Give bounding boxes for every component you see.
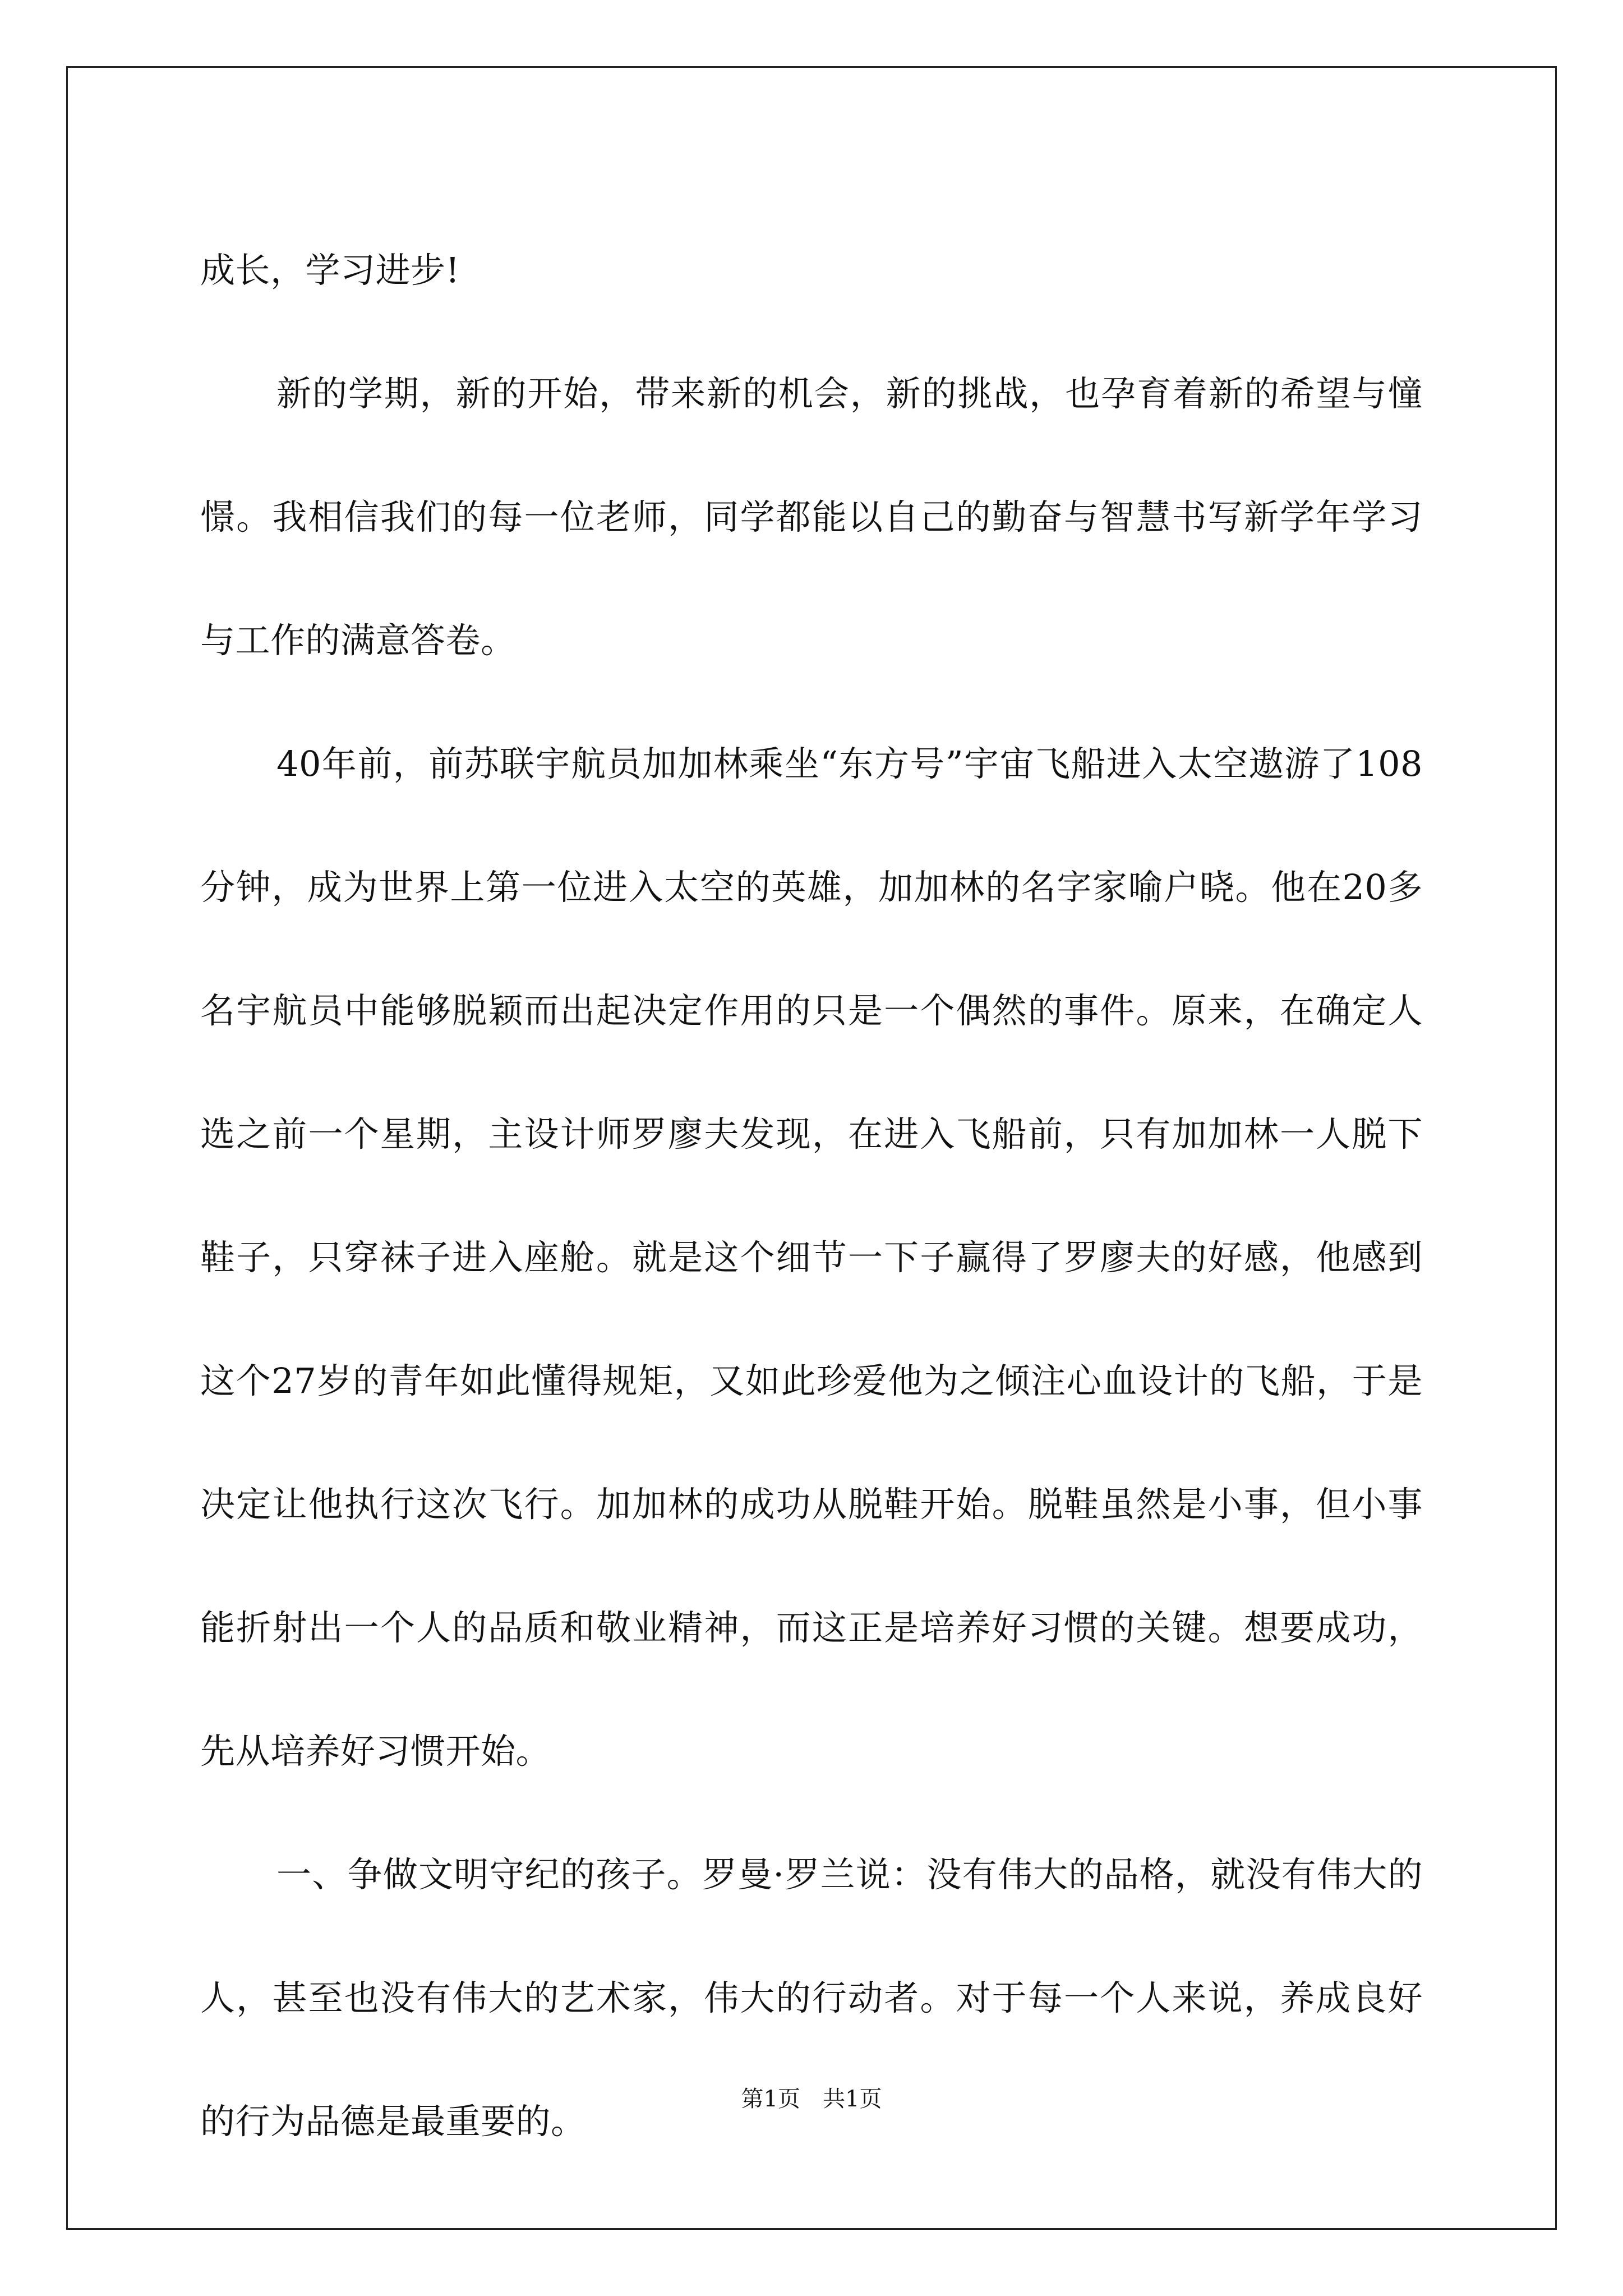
paragraph-new-semester: 新的学期，新的开始，带来新的机会，新的挑战，也孕育着新的希望与憧憬。我相信我们的每一位老师，同学都能以自己的勤奋与智慧书写新学年学习与工作的满意答卷。 — [200, 373, 1423, 661]
paragraph-gagarin-story: 40年前，前苏联宇航员加加林乘坐“东方号”宇宙飞船进入太空遨游了108分钟，成为世界上第一位进入太空的英雄，加加林的名字家喻户晓。他在20多名宇航员中能够脱颖而出起决定作用的只是一个偶然的事件。原来，在确定人选之前一个星期，主设计师罗廖夫发现，在进入飞船前，只有加加林一人脱下鞋子，只穿袜子进入座舱。就是这个细节一下子赢得了罗廖夫的好感，他感到这个27岁的青年如此懂得规矩，又如此珍爱他为之倾注心血设计的飞船，于是决定让他执行这次飞行。加加林的成功从脱鞋开始。脱鞋虽然是小事，但小事能折射出一个人的品质和敬业精神，而这正是培养好习惯的关键。想要成功，先从培养好习惯开始。 — [200, 743, 1423, 1772]
document-body — [200, 209, 1423, 2183]
paragraph-civilized-child: 一、争做文明守纪的孩子。罗曼·罗兰说：没有伟大的品格，就没有伟大的人，甚至也没有伟大的艺术家，伟大的行动者。对于每一个人来说，养成良好的行为品德是最重要的。 — [200, 1854, 1423, 2142]
page-footer: 第1页 共1页 — [741, 2086, 882, 2112]
paragraph-continuation: 成长，学习进步! — [200, 250, 460, 291]
